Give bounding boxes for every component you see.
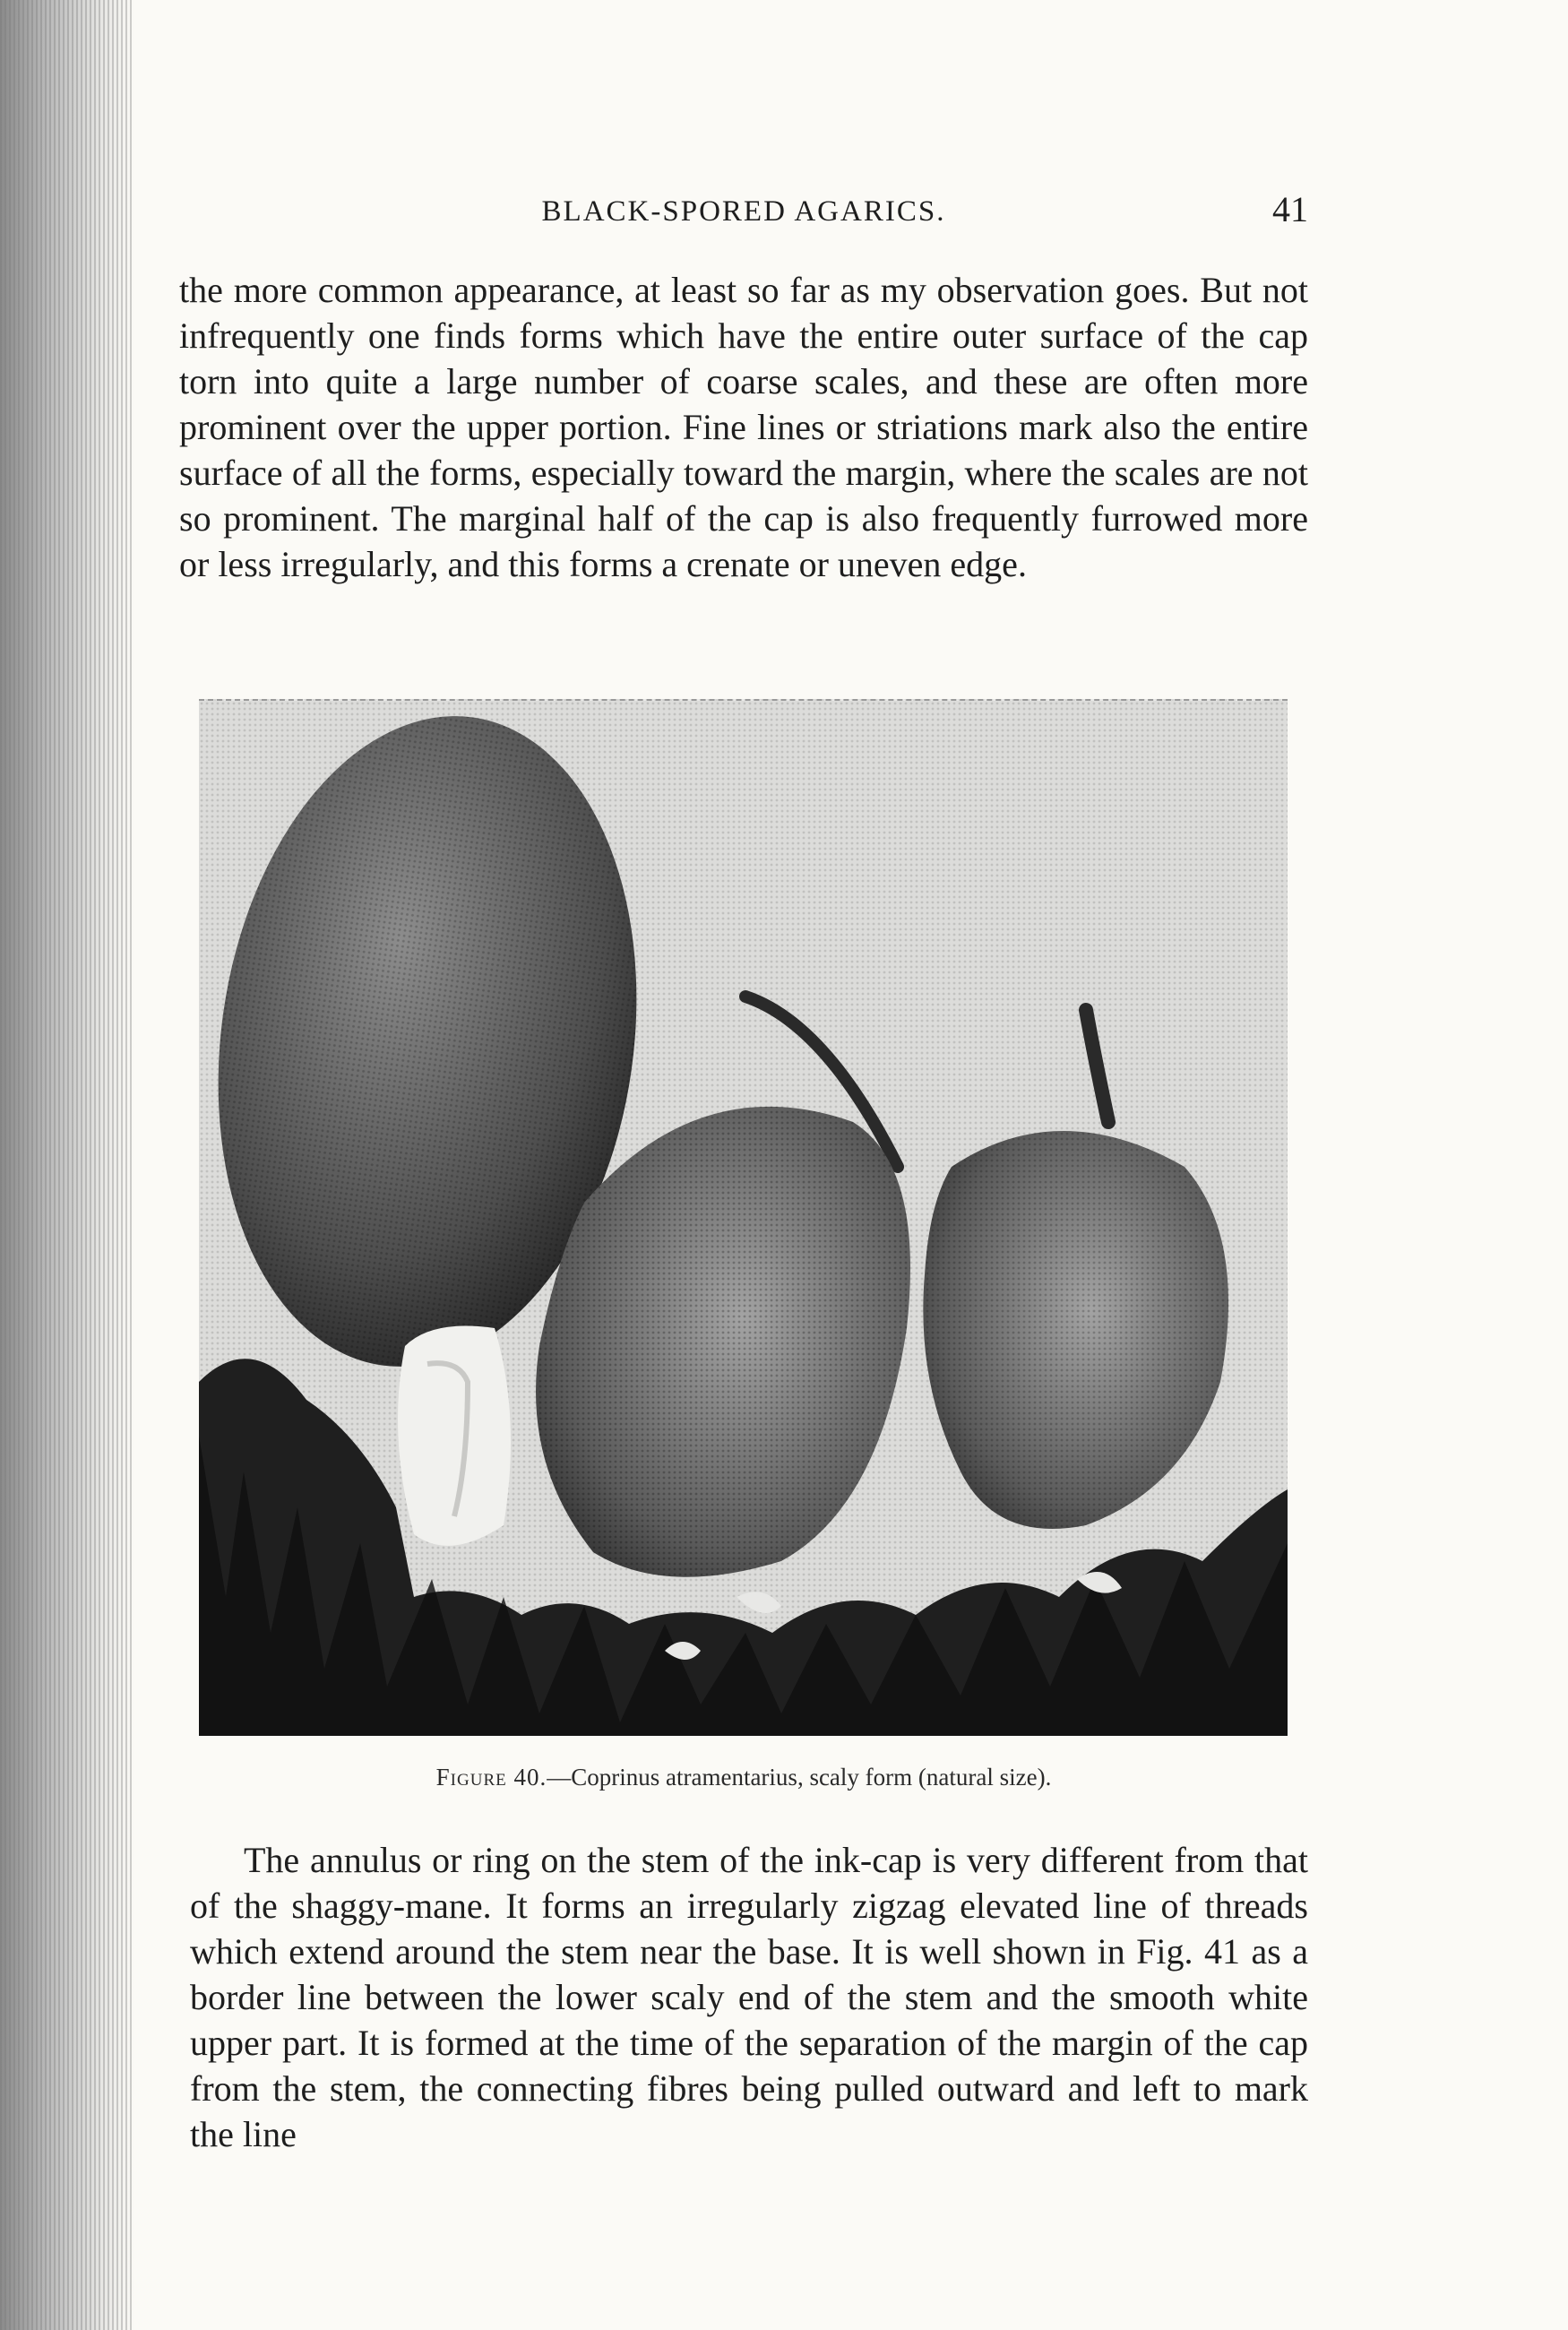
running-head <box>179 188 1308 242</box>
scan-page-edge <box>0 0 134 2330</box>
figure-label: Figure 40. <box>435 1764 547 1791</box>
figure-photograph <box>199 699 1288 1736</box>
species-name: Coprinus atramentarius <box>571 1764 797 1791</box>
body-paragraph-1: the more common appearance, at least so far as my observation goes. But not infrequently one finds forms which have the entire outer surface of the cap torn into quite a large number of coarse scales, and these are often more prominent over the upper portion. Fine lines or striations mark also the entire surface of all the forms, especially toward the margin, where the scales are not so prominent. The marginal half of the cap is also frequently furrowed more or less irregularly, and this forms a crenate or uneven edge. <box>179 270 1308 584</box>
caption-dash: — <box>547 1764 572 1791</box>
running-title: BLACK-SPORED AGARICS. <box>541 195 946 228</box>
body-paragraph-2: The annulus or ring on the stem of the ink-cap is very different from that of the shaggy-mane. It forms an irregularly zigzag elevated line of threads which extend around the stem near the base. It is well shown in Fig. 41 as a border line between the lower scaly end of the stem and the smooth white upper part. It is formed at the time of the separation of the margin of the cap from the stem, the connecting fibres being pulled outward and left to mark the line <box>190 1840 1308 2154</box>
mushroom-photo <box>199 701 1288 1736</box>
page-number: 41 <box>1272 189 1308 229</box>
figure-caption <box>179 1764 1308 1791</box>
caption-description: , scaly form (natural size). <box>797 1764 1052 1791</box>
